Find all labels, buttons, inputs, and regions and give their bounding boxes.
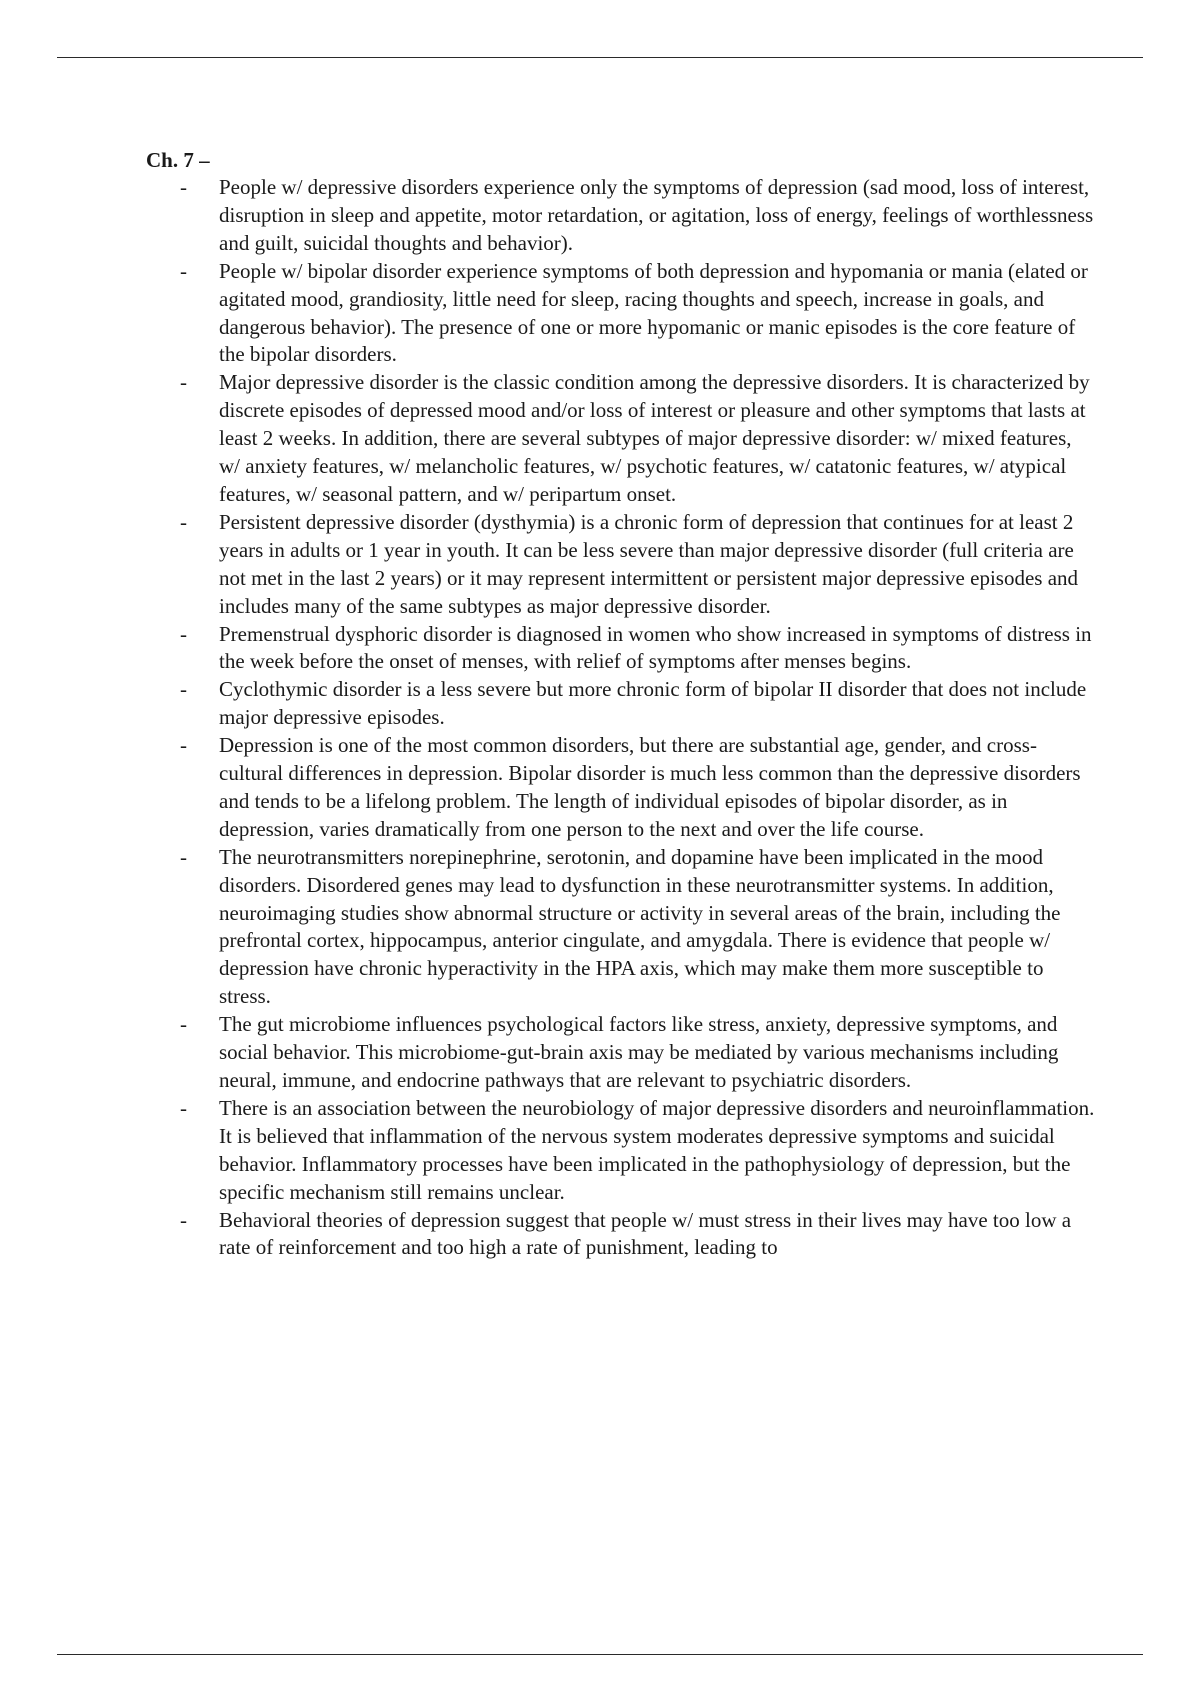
- list-item: [146, 676, 1096, 732]
- list-item: [146, 509, 1096, 621]
- list-item: [146, 1207, 1096, 1263]
- list-item: [146, 174, 1096, 258]
- list-item-text: Cyclothymic disorder is a less severe but more chronic form of bipolar II disorder that does not include major depressive episodes.: [219, 677, 1087, 730]
- list-item: [146, 732, 1096, 844]
- bullet-dash: -: [180, 677, 187, 702]
- list-item: [146, 621, 1096, 677]
- list-item: [146, 1095, 1096, 1207]
- bullet-dash: -: [180, 733, 187, 758]
- bullet-dash: -: [180, 258, 187, 283]
- header-rule: [57, 57, 1143, 58]
- list-item-text: People w/ depressive disorders experience only the symptoms of depression (sad mood, loss of interest, disruption in sleep and appetite, motor retardation, or agitation, loss of energy, feelings of worthlessness and guilt, suicidal thoughts and behavior).: [219, 175, 1094, 255]
- list-item: [146, 844, 1096, 1011]
- list-item: [146, 1011, 1096, 1095]
- bullet-dash: -: [180, 844, 187, 869]
- bullet-dash: -: [180, 509, 187, 534]
- list-item-text: Premenstrual dysphoric disorder is diagnosed in women who show increased in symptoms of distress in the week before the onset of menses, with relief of symptoms after menses begins.: [219, 621, 1092, 674]
- list-item-text: People w/ bipolar disorder experience symptoms of both depression and hypomania or mania (elated or agitated mood, grandiosity, little need for sleep, racing thoughts and speech, increase in goals, and dangerous behavior). The presence of one or more hypomanic or manic episodes is the core feature of the bipolar disorders.: [219, 258, 1088, 367]
- bullet-dash: -: [180, 1012, 187, 1037]
- list-item-text: Major depressive disorder is the classic condition among the depressive disorders. It is characterized by discrete episodes of depressed mood and/or loss of interest or pleasure and other symptoms that lasts at least 2 weeks. In addition, there are several subtypes of major depressive disorder: w/ mixed features, w/ anxiety features, w/ melancholic features, w/ psychotic features, w/ catatonic features, w/ atypical features, w/ seasonal pattern, and w/ peripartum onset.: [219, 370, 1090, 506]
- list-item-text: The gut microbiome influences psychological factors like stress, anxiety, depressive symptoms, and social behavior. This microbiome-gut-brain axis may be mediated by various mechanisms including neural, immune, and endocrine pathways that are relevant to psychiatric disorders.: [219, 1012, 1059, 1092]
- list-item-text: The neurotransmitters norepinephrine, serotonin, and dopamine have been implicated in the mood disorders. Disordered genes may lead to dysfunction in these neurotransmitter systems. In addition, neuroimaging studies show abnormal structure or activity in several areas of the brain, including the prefrontal cortex, hippocampus, anterior cingulate, and amygdala. There is evidence that people w/ depression have chronic hyperactivity in the HPA axis, which may make them more susceptible to stress.: [219, 844, 1061, 1009]
- document-body: [146, 146, 1096, 1262]
- list-item-text: Persistent depressive disorder (dysthymia) is a chronic form of depression that continues for at least 2 years in adults or 1 year in youth. It can be less severe than major depressive disorder (full criteria are not met in the last 2 years) or it may represent intermittent or persistent major depressive episodes and includes many of the same subtypes as major depressive disorder.: [219, 509, 1079, 618]
- list-item: [146, 369, 1096, 509]
- chapter-heading: Ch. 7 –: [146, 148, 210, 172]
- list-item: [146, 258, 1096, 370]
- bullet-dash: -: [180, 1095, 187, 1120]
- list-item-text: There is an association between the neurobiology of major depressive disorders and neuroinflammation. It is believed that inflammation of the nervous system moderates depressive symptoms and suicidal behavior. Inflammatory processes have been implicated in the pathophysiology of depression, but the specific mechanism still remains unclear.: [219, 1095, 1095, 1204]
- bullet-dash: -: [180, 370, 187, 395]
- notes-list: [146, 174, 1096, 1262]
- list-item-text: Behavioral theories of depression suggest that people w/ must stress in their lives may have too low a rate of reinforcement and too high a rate of punishment, leading to: [219, 1207, 1072, 1260]
- bullet-dash: -: [180, 1207, 187, 1232]
- list-item-text: Depression is one of the most common disorders, but there are substantial age, gender, and cross-cultural differences in depression. Bipolar disorder is much less common than the depressive disorders and tends to be a lifelong problem. The length of individual episodes of bipolar disorder, as in depression, varies dramatically from one person to the next and over the life course.: [219, 733, 1081, 841]
- bullet-dash: -: [180, 621, 187, 646]
- footer-rule: [57, 1654, 1143, 1655]
- bullet-dash: -: [180, 175, 187, 199]
